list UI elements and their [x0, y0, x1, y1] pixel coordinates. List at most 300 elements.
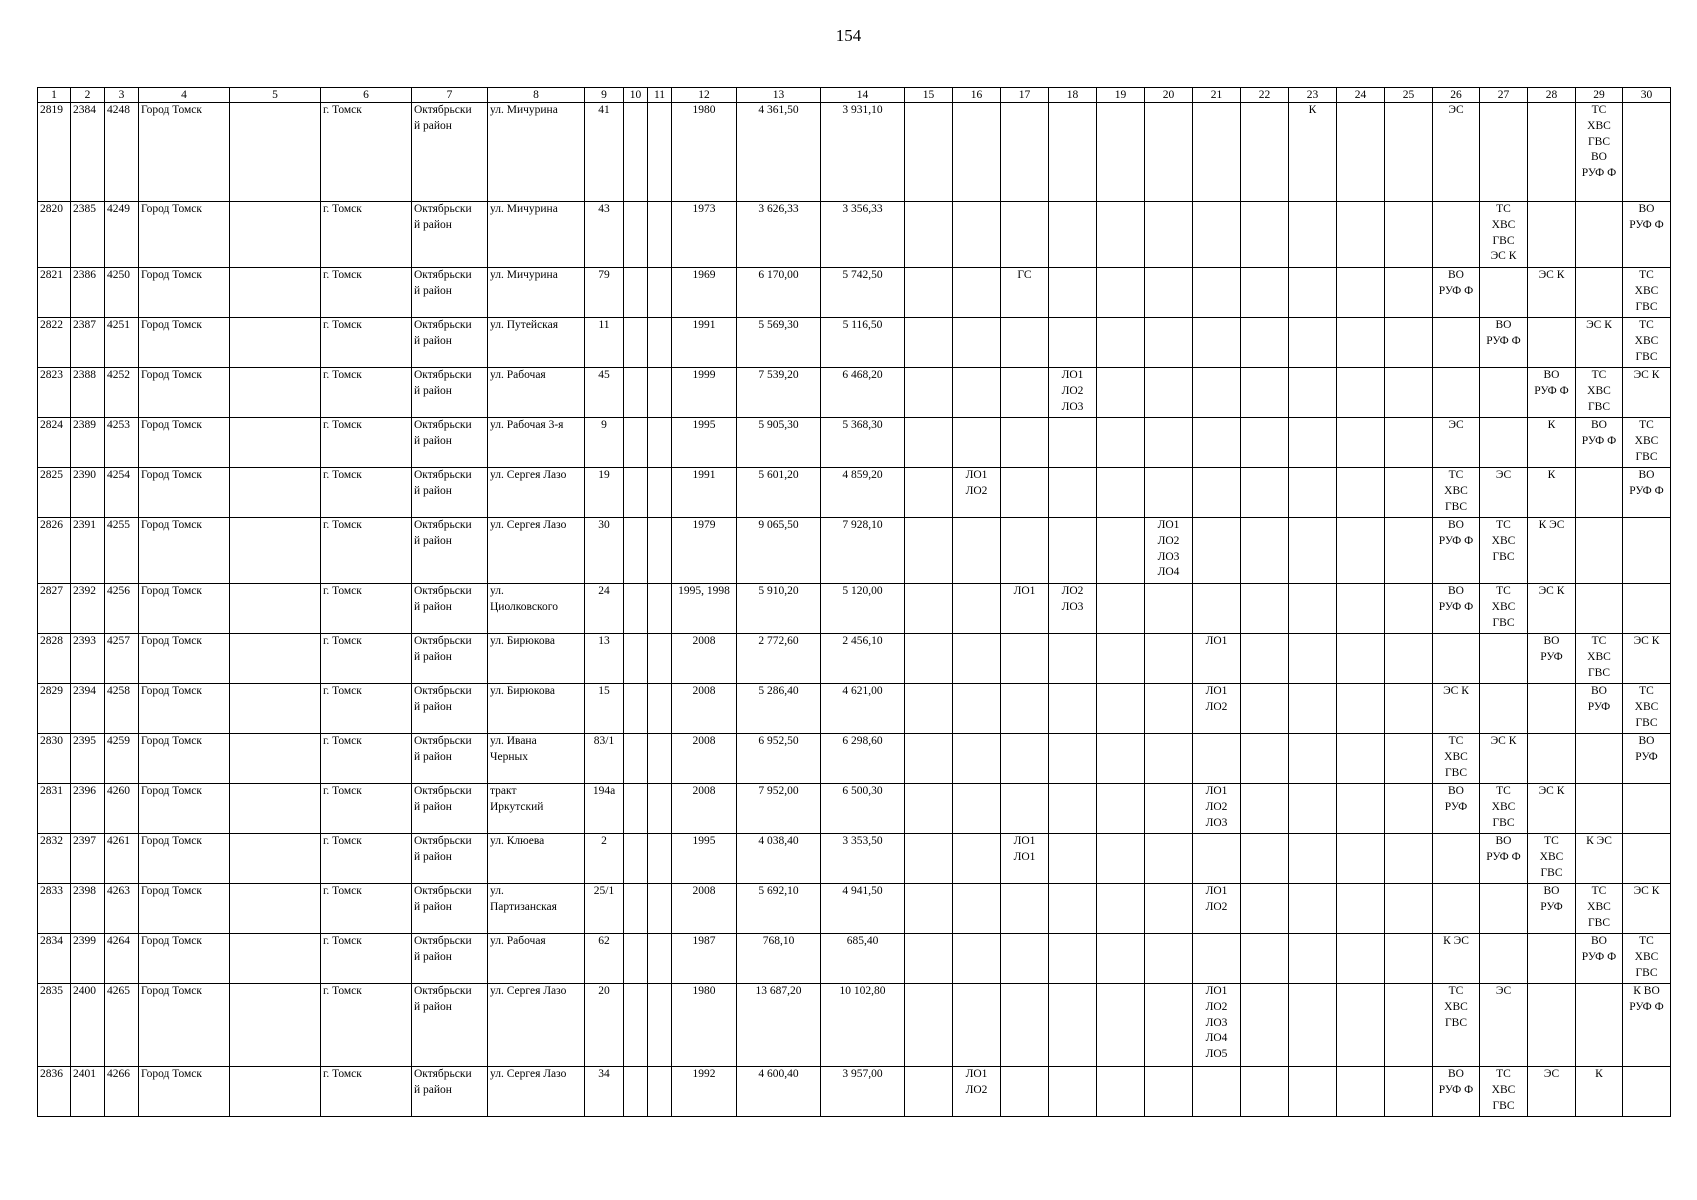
cell-col-28: ВО РУФ [1528, 884, 1576, 934]
cell-col-1: 2826 [38, 518, 71, 584]
cell-col-19 [1097, 934, 1145, 984]
cell-col-4: Город Томск [139, 784, 230, 834]
cell-col-25 [1385, 1067, 1433, 1117]
column-header-19: 19 [1097, 88, 1145, 103]
cell-col-6: г. Томск [321, 1067, 412, 1117]
cell-col-9: 19 [585, 468, 624, 518]
cell-col-6: г. Томск [321, 584, 412, 634]
cell-col-23 [1289, 834, 1337, 884]
cell-col-16 [953, 984, 1001, 1067]
cell-col-23 [1289, 684, 1337, 734]
cell-col-5 [230, 784, 321, 834]
cell-col-16 [953, 368, 1001, 418]
cell-col-12: 1999 [672, 368, 737, 418]
cell-col-25 [1385, 584, 1433, 634]
cell-col-21: ЛО1 [1193, 634, 1241, 684]
cell-col-12: 1995 [672, 834, 737, 884]
cell-col-8: ул. Ивана Черных [488, 734, 585, 784]
cell-col-7: Октябрьски й район [412, 418, 488, 468]
cell-col-3: 4264 [105, 934, 139, 984]
cell-col-30 [1623, 103, 1671, 202]
cell-col-13: 5 601,20 [737, 468, 821, 518]
cell-col-25 [1385, 784, 1433, 834]
cell-col-9: 34 [585, 1067, 624, 1117]
cell-col-25 [1385, 368, 1433, 418]
cell-col-29 [1576, 518, 1623, 584]
column-header-10: 10 [624, 88, 648, 103]
cell-col-1: 2825 [38, 468, 71, 518]
cell-col-14: 3 356,33 [821, 202, 905, 268]
cell-col-2: 2395 [71, 734, 105, 784]
cell-col-28 [1528, 734, 1576, 784]
cell-col-18 [1049, 684, 1097, 734]
cell-col-12: 2008 [672, 684, 737, 734]
cell-col-19 [1097, 584, 1145, 634]
cell-col-23 [1289, 468, 1337, 518]
cell-col-2: 2387 [71, 318, 105, 368]
column-header-25: 25 [1385, 88, 1433, 103]
cell-col-9: 11 [585, 318, 624, 368]
cell-col-18 [1049, 634, 1097, 684]
cell-col-9: 41 [585, 103, 624, 202]
cell-col-30: ТС ХВС ГВС [1623, 318, 1671, 368]
cell-col-5 [230, 934, 321, 984]
cell-col-16: ЛО1 ЛО2 [953, 468, 1001, 518]
column-header-1: 1 [38, 88, 71, 103]
column-header-14: 14 [821, 88, 905, 103]
cell-col-21: ЛО1 ЛО2 [1193, 884, 1241, 934]
cell-col-4: Город Томск [139, 634, 230, 684]
cell-col-14: 5 120,00 [821, 584, 905, 634]
cell-col-19 [1097, 684, 1145, 734]
cell-col-10 [624, 584, 648, 634]
cell-col-10 [624, 518, 648, 584]
cell-col-13: 7 952,00 [737, 784, 821, 834]
cell-col-15 [905, 268, 953, 318]
cell-col-27: ЭС [1480, 984, 1528, 1067]
cell-col-28: ЭС К [1528, 784, 1576, 834]
cell-col-13: 768,10 [737, 934, 821, 984]
column-header-24: 24 [1337, 88, 1385, 103]
cell-col-25 [1385, 202, 1433, 268]
column-header-17: 17 [1001, 88, 1049, 103]
cell-col-21 [1193, 318, 1241, 368]
cell-col-16 [953, 318, 1001, 368]
cell-col-22 [1241, 1067, 1289, 1117]
cell-col-3: 4254 [105, 468, 139, 518]
cell-col-15 [905, 784, 953, 834]
cell-col-16: ЛО1 ЛО2 [953, 1067, 1001, 1117]
cell-col-14: 3 931,10 [821, 103, 905, 202]
cell-col-3: 4251 [105, 318, 139, 368]
cell-col-13: 7 539,20 [737, 368, 821, 418]
cell-col-2: 2393 [71, 634, 105, 684]
cell-col-22 [1241, 103, 1289, 202]
cell-col-22 [1241, 784, 1289, 834]
cell-col-13: 4 600,40 [737, 1067, 821, 1117]
cell-col-22 [1241, 634, 1289, 684]
cell-col-4: Город Томск [139, 1067, 230, 1117]
cell-col-23 [1289, 984, 1337, 1067]
cell-col-3: 4261 [105, 834, 139, 884]
cell-col-22 [1241, 268, 1289, 318]
cell-col-17 [1001, 734, 1049, 784]
cell-col-5 [230, 734, 321, 784]
cell-col-17 [1001, 368, 1049, 418]
cell-col-22 [1241, 684, 1289, 734]
table-row [38, 884, 1671, 934]
cell-col-17 [1001, 1067, 1049, 1117]
register-table [37, 87, 1671, 1117]
cell-col-24 [1337, 418, 1385, 468]
cell-col-24 [1337, 368, 1385, 418]
cell-col-2: 2396 [71, 784, 105, 834]
column-header-6: 6 [321, 88, 412, 103]
cell-col-29 [1576, 784, 1623, 834]
cell-col-9: 194а [585, 784, 624, 834]
cell-col-18 [1049, 884, 1097, 934]
cell-col-9: 25/1 [585, 884, 624, 934]
cell-col-23 [1289, 1067, 1337, 1117]
cell-col-7: Октябрьски й район [412, 634, 488, 684]
cell-col-24 [1337, 984, 1385, 1067]
cell-col-28 [1528, 934, 1576, 984]
cell-col-21 [1193, 368, 1241, 418]
cell-col-6: г. Томск [321, 984, 412, 1067]
cell-col-29 [1576, 734, 1623, 784]
cell-col-30: К ВО РУФ Ф [1623, 984, 1671, 1067]
cell-col-9: 83/1 [585, 734, 624, 784]
cell-col-8: ул. Рабочая [488, 368, 585, 418]
cell-col-8: ул. Сергея Лазо [488, 468, 585, 518]
cell-col-28 [1528, 684, 1576, 734]
cell-col-4: Город Томск [139, 884, 230, 934]
cell-col-21 [1193, 1067, 1241, 1117]
cell-col-25 [1385, 418, 1433, 468]
cell-col-12: 2008 [672, 634, 737, 684]
cell-col-4: Город Томск [139, 584, 230, 634]
cell-col-5 [230, 1067, 321, 1117]
cell-col-19 [1097, 202, 1145, 268]
cell-col-6: г. Томск [321, 734, 412, 784]
cell-col-15 [905, 984, 953, 1067]
cell-col-6: г. Томск [321, 103, 412, 202]
cell-col-1: 2832 [38, 834, 71, 884]
cell-col-17 [1001, 784, 1049, 834]
cell-col-7: Октябрьски й район [412, 518, 488, 584]
cell-col-12: 1995 [672, 418, 737, 468]
cell-col-3: 4263 [105, 884, 139, 934]
cell-col-12: 1980 [672, 984, 737, 1067]
cell-col-15 [905, 202, 953, 268]
cell-col-26 [1433, 202, 1480, 268]
cell-col-22 [1241, 202, 1289, 268]
cell-col-12: 2008 [672, 734, 737, 784]
cell-col-6: г. Томск [321, 268, 412, 318]
cell-col-7: Октябрьски й район [412, 734, 488, 784]
cell-col-27: ТС ХВС ГВС [1480, 1067, 1528, 1117]
cell-col-27 [1480, 103, 1528, 202]
cell-col-14: 5 368,30 [821, 418, 905, 468]
cell-col-28: К ЭС [1528, 518, 1576, 584]
cell-col-16 [953, 734, 1001, 784]
cell-col-5 [230, 518, 321, 584]
cell-col-14: 2 456,10 [821, 634, 905, 684]
cell-col-3: 4255 [105, 518, 139, 584]
cell-col-27 [1480, 934, 1528, 984]
cell-col-7: Октябрьски й район [412, 268, 488, 318]
cell-col-1: 2834 [38, 934, 71, 984]
cell-col-6: г. Томск [321, 684, 412, 734]
cell-col-21: ЛО1 ЛО2 [1193, 684, 1241, 734]
cell-col-7: Октябрьски й район [412, 1067, 488, 1117]
cell-col-22 [1241, 734, 1289, 784]
cell-col-17 [1001, 468, 1049, 518]
cell-col-25 [1385, 884, 1433, 934]
cell-col-26 [1433, 884, 1480, 934]
cell-col-6: г. Томск [321, 418, 412, 468]
cell-col-11 [648, 418, 672, 468]
cell-col-9: 43 [585, 202, 624, 268]
cell-col-28 [1528, 103, 1576, 202]
cell-col-20 [1145, 634, 1193, 684]
cell-col-17: ГС [1001, 268, 1049, 318]
cell-col-25 [1385, 834, 1433, 884]
cell-col-24 [1337, 468, 1385, 518]
cell-col-11 [648, 684, 672, 734]
cell-col-12: 1987 [672, 934, 737, 984]
cell-col-26: ВО РУФ Ф [1433, 268, 1480, 318]
cell-col-4: Город Томск [139, 934, 230, 984]
cell-col-10 [624, 834, 648, 884]
cell-col-9: 2 [585, 834, 624, 884]
cell-col-3: 4260 [105, 784, 139, 834]
cell-col-25 [1385, 468, 1433, 518]
cell-col-3: 4266 [105, 1067, 139, 1117]
cell-col-13: 5 286,40 [737, 684, 821, 734]
cell-col-9: 79 [585, 268, 624, 318]
cell-col-27: ВО РУФ Ф [1480, 834, 1528, 884]
cell-col-5 [230, 468, 321, 518]
cell-col-22 [1241, 934, 1289, 984]
cell-col-16 [953, 834, 1001, 884]
cell-col-19 [1097, 518, 1145, 584]
cell-col-3: 4249 [105, 202, 139, 268]
cell-col-19 [1097, 734, 1145, 784]
cell-col-21 [1193, 934, 1241, 984]
cell-col-10 [624, 984, 648, 1067]
cell-col-12: 1979 [672, 518, 737, 584]
cell-col-19 [1097, 368, 1145, 418]
column-header-3: 3 [105, 88, 139, 103]
column-header-16: 16 [953, 88, 1001, 103]
cell-col-14: 7 928,10 [821, 518, 905, 584]
table-row [38, 418, 1671, 468]
cell-col-27 [1480, 634, 1528, 684]
cell-col-4: Город Томск [139, 268, 230, 318]
cell-col-20 [1145, 684, 1193, 734]
cell-col-25 [1385, 103, 1433, 202]
cell-col-1: 2828 [38, 634, 71, 684]
cell-col-14: 6 468,20 [821, 368, 905, 418]
cell-col-23 [1289, 368, 1337, 418]
table-row [38, 634, 1671, 684]
cell-col-7: Октябрьски й район [412, 584, 488, 634]
cell-col-21 [1193, 468, 1241, 518]
cell-col-24 [1337, 1067, 1385, 1117]
cell-col-8: ул. Бирюкова [488, 634, 585, 684]
cell-col-27: ЭС [1480, 468, 1528, 518]
cell-col-30 [1623, 584, 1671, 634]
cell-col-29: ВО РУФ Ф [1576, 934, 1623, 984]
cell-col-29 [1576, 268, 1623, 318]
column-header-2: 2 [71, 88, 105, 103]
cell-col-7: Октябрьски й район [412, 318, 488, 368]
cell-col-20 [1145, 734, 1193, 784]
cell-col-25 [1385, 684, 1433, 734]
cell-col-20 [1145, 468, 1193, 518]
cell-col-12: 1969 [672, 268, 737, 318]
cell-col-16 [953, 418, 1001, 468]
table-row [38, 368, 1671, 418]
cell-col-15 [905, 934, 953, 984]
cell-col-2: 2390 [71, 468, 105, 518]
cell-col-13: 6 952,50 [737, 734, 821, 784]
cell-col-22 [1241, 468, 1289, 518]
cell-col-26 [1433, 634, 1480, 684]
cell-col-9: 20 [585, 984, 624, 1067]
cell-col-5 [230, 103, 321, 202]
cell-col-30: ТС ХВС ГВС [1623, 268, 1671, 318]
table-row [38, 468, 1671, 518]
cell-col-3: 4248 [105, 103, 139, 202]
cell-col-16 [953, 634, 1001, 684]
cell-col-10 [624, 468, 648, 518]
cell-col-10 [624, 784, 648, 834]
cell-col-28: К [1528, 418, 1576, 468]
cell-col-11 [648, 468, 672, 518]
cell-col-8: ул. Мичурина [488, 268, 585, 318]
cell-col-14: 5 742,50 [821, 268, 905, 318]
cell-col-30: ВО РУФ Ф [1623, 468, 1671, 518]
cell-col-22 [1241, 418, 1289, 468]
cell-col-13: 5 910,20 [737, 584, 821, 634]
cell-col-16 [953, 884, 1001, 934]
cell-col-11 [648, 584, 672, 634]
cell-col-29: ВО РУФ [1576, 684, 1623, 734]
cell-col-20 [1145, 784, 1193, 834]
cell-col-24 [1337, 784, 1385, 834]
cell-col-16 [953, 584, 1001, 634]
cell-col-1: 2829 [38, 684, 71, 734]
cell-col-3: 4257 [105, 634, 139, 684]
cell-col-13: 2 772,60 [737, 634, 821, 684]
cell-col-30 [1623, 834, 1671, 884]
cell-col-17 [1001, 202, 1049, 268]
cell-col-18 [1049, 518, 1097, 584]
cell-col-7: Октябрьски й район [412, 368, 488, 418]
cell-col-3: 4250 [105, 268, 139, 318]
cell-col-5 [230, 318, 321, 368]
cell-col-16 [953, 784, 1001, 834]
cell-col-26 [1433, 318, 1480, 368]
cell-col-21 [1193, 584, 1241, 634]
table-row [38, 834, 1671, 884]
cell-col-29: ТС ХВС ГВС [1576, 634, 1623, 684]
cell-col-22 [1241, 368, 1289, 418]
cell-col-18: ЛО1 ЛО2 ЛО3 [1049, 368, 1097, 418]
table-row [38, 584, 1671, 634]
cell-col-29: ТС ХВС ГВС [1576, 884, 1623, 934]
cell-col-25 [1385, 734, 1433, 784]
cell-col-1: 2822 [38, 318, 71, 368]
cell-col-19 [1097, 784, 1145, 834]
cell-col-18 [1049, 1067, 1097, 1117]
cell-col-26: ЭС К [1433, 684, 1480, 734]
cell-col-19 [1097, 834, 1145, 884]
cell-col-25 [1385, 268, 1433, 318]
cell-col-30: ЭС К [1623, 634, 1671, 684]
cell-col-21 [1193, 418, 1241, 468]
cell-col-29 [1576, 202, 1623, 268]
cell-col-13: 4 038,40 [737, 834, 821, 884]
cell-col-10 [624, 734, 648, 784]
cell-col-24 [1337, 884, 1385, 934]
cell-col-21 [1193, 268, 1241, 318]
cell-col-24 [1337, 518, 1385, 584]
cell-col-15 [905, 418, 953, 468]
cell-col-3: 4252 [105, 368, 139, 418]
cell-col-29 [1576, 468, 1623, 518]
cell-col-9: 15 [585, 684, 624, 734]
cell-col-28 [1528, 202, 1576, 268]
cell-col-8: тракт Иркутский [488, 784, 585, 834]
cell-col-29: ВО РУФ Ф [1576, 418, 1623, 468]
cell-col-1: 2819 [38, 103, 71, 202]
cell-col-17 [1001, 103, 1049, 202]
cell-col-20 [1145, 418, 1193, 468]
cell-col-14: 6 298,60 [821, 734, 905, 784]
cell-col-16 [953, 268, 1001, 318]
cell-col-27 [1480, 268, 1528, 318]
cell-col-16 [953, 202, 1001, 268]
cell-col-11 [648, 368, 672, 418]
cell-col-3: 4253 [105, 418, 139, 468]
cell-col-28: ВО РУФ Ф [1528, 368, 1576, 418]
cell-col-27: ЭС К [1480, 734, 1528, 784]
cell-col-11 [648, 784, 672, 834]
cell-col-21 [1193, 518, 1241, 584]
cell-col-16 [953, 518, 1001, 584]
column-header-28: 28 [1528, 88, 1576, 103]
cell-col-24 [1337, 734, 1385, 784]
cell-col-17 [1001, 518, 1049, 584]
table-body [38, 103, 1671, 1117]
cell-col-17 [1001, 318, 1049, 368]
cell-col-15 [905, 1067, 953, 1117]
cell-col-12: 1991 [672, 468, 737, 518]
cell-col-20 [1145, 368, 1193, 418]
column-header-15: 15 [905, 88, 953, 103]
cell-col-18: ЛО2 ЛО3 [1049, 584, 1097, 634]
cell-col-2: 2400 [71, 984, 105, 1067]
cell-col-8: ул. Партизанская [488, 884, 585, 934]
column-header-20: 20 [1145, 88, 1193, 103]
cell-col-22 [1241, 884, 1289, 934]
cell-col-8: ул. Клюева [488, 834, 585, 884]
cell-col-10 [624, 268, 648, 318]
cell-col-30 [1623, 1067, 1671, 1117]
